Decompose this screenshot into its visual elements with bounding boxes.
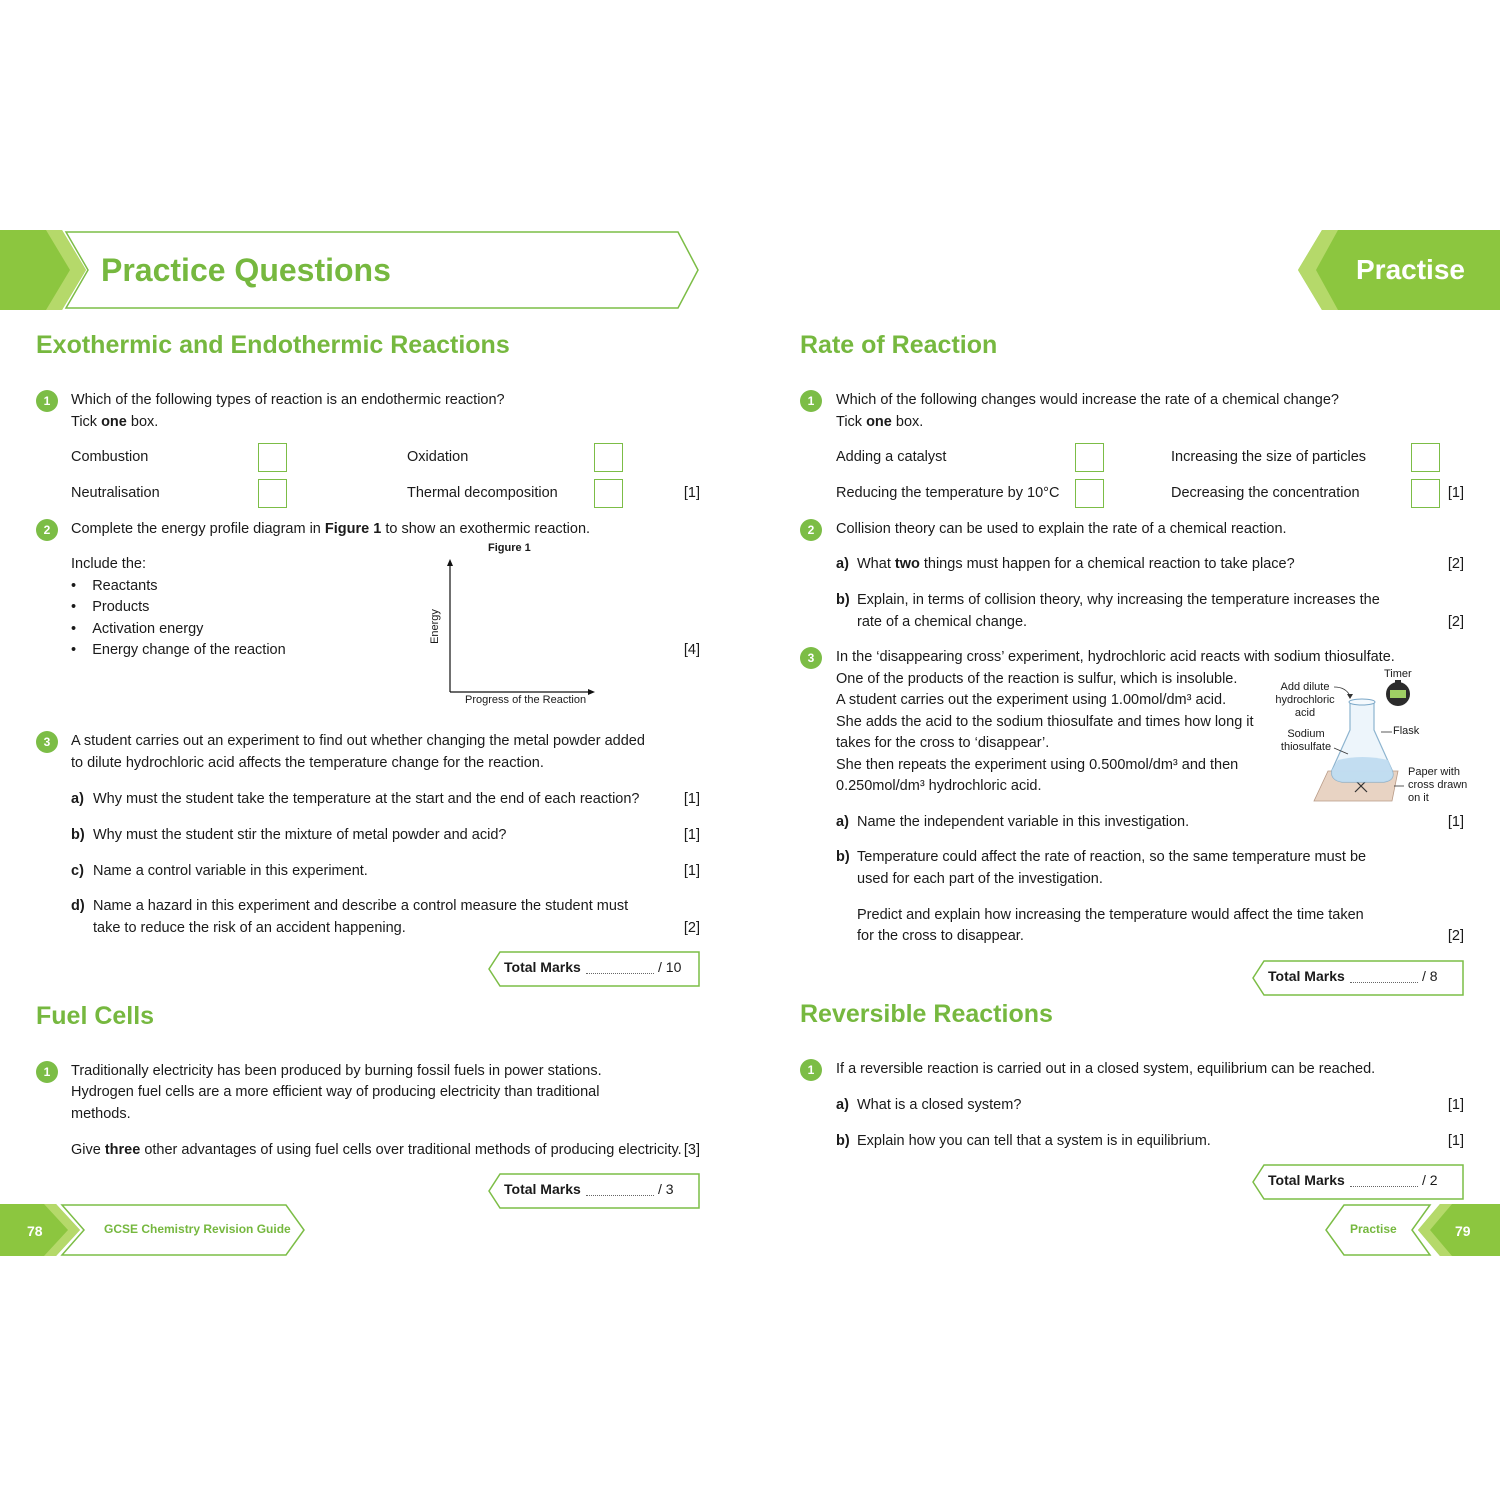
marks-label: [2] xyxy=(1447,928,1464,944)
footer-label: GCSE Chemistry Revision Guide xyxy=(104,1222,291,1236)
x-axis-label: Progress of the Reaction xyxy=(465,694,587,706)
option-label: Neutralisation xyxy=(71,485,160,501)
diagram-label-flask: Flask xyxy=(1393,725,1420,737)
marks-label: [4] xyxy=(683,642,700,658)
marks-label: [2] xyxy=(683,920,700,936)
total-marks-label: Total Marks xyxy=(1268,968,1345,984)
question-number: 1 xyxy=(800,390,822,412)
option-label: Reducing the temperature by 10°C xyxy=(836,485,1060,501)
bullet-item: • Products xyxy=(71,599,150,615)
section-title-exothermic: Exothermic and Endothermic Reactions xyxy=(36,331,510,359)
marks-entry-line[interactable] xyxy=(586,973,654,974)
total-marks-box xyxy=(1252,960,1465,996)
option-label: Decreasing the concentration xyxy=(1171,485,1360,501)
diagram-label-paper: Paper with cross drawn on it xyxy=(1408,766,1468,804)
question-text: to dilute hydrochloric acid affects the temperature change for the reaction. xyxy=(71,755,544,771)
marks-label: [3] xyxy=(683,1142,700,1158)
marks-label: [1] xyxy=(1447,1097,1464,1113)
question-text: In the ‘disappearing cross’ experiment, hydrochloric acid reacts with sodium thiosulfate. xyxy=(836,649,1395,665)
tick-box[interactable] xyxy=(1075,443,1104,472)
marks-label: [2] xyxy=(1447,556,1464,572)
bullet-item: • Activation energy xyxy=(71,621,204,637)
part-text: Predict and explain how increasing the temperature would affect the time taken xyxy=(857,907,1364,923)
tick-box[interactable] xyxy=(258,443,287,472)
question-number: 1 xyxy=(36,390,58,412)
tick-instruction: Tick one box. xyxy=(836,414,924,430)
part-text: Explain how you can tell that a system is in equilibrium. xyxy=(857,1133,1211,1149)
marks-label: [1] xyxy=(683,827,700,843)
part-text: take to reduce the risk of an accident happening. xyxy=(93,920,406,936)
tick-box[interactable] xyxy=(258,479,287,508)
marks-label: [1] xyxy=(1447,1133,1464,1149)
marks-label: [1] xyxy=(683,485,700,501)
bullet-item: • Energy change of the reaction xyxy=(71,642,286,658)
question-text: Complete the energy profile diagram in Figure 1 to show an exothermic reaction. xyxy=(71,521,591,537)
question-number: 1 xyxy=(36,1061,58,1083)
tick-instruction: Tick one box. xyxy=(71,414,159,430)
part-text: Name a hazard in this experiment and describe a control measure the student must xyxy=(93,898,629,914)
total-marks-label: Total Marks xyxy=(504,1181,581,1197)
question-text: Traditionally electricity has been produced by burning fossil fuels in power stations. xyxy=(71,1063,602,1079)
part-label: b) xyxy=(836,1133,850,1149)
tick-box[interactable] xyxy=(594,443,623,472)
option-label: Increasing the size of particles xyxy=(1171,449,1367,465)
part-text: rate of a chemical change. xyxy=(857,614,1028,630)
page-title: Practice Questions xyxy=(101,252,391,288)
part-label: b) xyxy=(836,849,850,865)
part-text: Why must the student take the temperature at the start and the end of each reaction? xyxy=(93,791,640,807)
question-number: 3 xyxy=(800,647,822,669)
section-title-reversible: Reversible Reactions xyxy=(800,1000,1053,1028)
question-text: Which of the following types of reaction is an endothermic reaction? xyxy=(71,392,505,408)
bullet-item: • Reactants xyxy=(71,578,158,594)
footer-label: Practise xyxy=(1350,1222,1397,1236)
part-text: Explain, in terms of collision theory, why increasing the temperature increases the xyxy=(857,592,1380,608)
include-label: Include the: xyxy=(71,556,146,572)
diagram-label-timer: Timer xyxy=(1384,668,1412,680)
marks-label: [1] xyxy=(683,791,700,807)
part-text: Name the independent variable in this investigation. xyxy=(857,814,1190,830)
total-marks-max: / 2 xyxy=(1422,1172,1438,1188)
question-number: 2 xyxy=(800,519,822,541)
total-marks-label: Total Marks xyxy=(504,959,581,975)
right-footer-banner xyxy=(1322,1204,1500,1258)
total-marks-label: Total Marks xyxy=(1268,1172,1345,1188)
question-text: takes for the cross to ‘disappear’. xyxy=(836,735,1050,751)
question-text: A student carries out an experiment to find out whether changing the metal powder added xyxy=(71,733,645,749)
part-text: Name a control variable in this experiment. xyxy=(93,863,368,879)
section-title-rate: Rate of Reaction xyxy=(800,331,998,359)
total-marks-max: / 8 xyxy=(1422,968,1438,984)
section-title-fuel-cells: Fuel Cells xyxy=(36,1002,155,1030)
marks-entry-line[interactable] xyxy=(586,1195,654,1196)
page-number: 79 xyxy=(1455,1223,1471,1239)
part-label: a) xyxy=(836,814,849,830)
part-text: for the cross to disappear. xyxy=(857,928,1024,944)
total-marks-box xyxy=(488,951,701,987)
total-marks-box xyxy=(488,1173,701,1209)
total-marks-box xyxy=(1252,1164,1465,1200)
part-text: Temperature could affect the rate of reaction, so the same temperature must be xyxy=(857,849,1367,865)
marks-label: [1] xyxy=(1447,814,1464,830)
part-label: a) xyxy=(836,1097,849,1113)
marks-entry-line[interactable] xyxy=(1350,1186,1418,1187)
energy-axes xyxy=(440,556,600,696)
total-marks-max: / 10 xyxy=(658,959,682,975)
marks-entry-line[interactable] xyxy=(1350,982,1418,983)
question-text: Give three other advantages of using fuel cells over traditional methods of producing electricity. xyxy=(71,1142,682,1158)
question-text: Which of the following changes would increase the rate of a chemical change? xyxy=(836,392,1339,408)
figure-title: Figure 1 xyxy=(488,542,531,554)
tick-box[interactable] xyxy=(594,479,623,508)
question-number: 1 xyxy=(800,1059,822,1081)
question-text: She adds the acid to the sodium thiosulfate and times how long it xyxy=(836,714,1254,730)
option-label: Oxidation xyxy=(407,449,469,465)
question-text: 0.250mol/dm³ hydrochloric acid. xyxy=(836,778,1042,794)
question-text: If a reversible reaction is carried out in a closed system, equilibrium can be reached. xyxy=(836,1061,1376,1077)
diagram-label-sodium: Sodium thiosulfate xyxy=(1280,728,1332,753)
diagram-label-acid: Add dilute hydrochloric acid xyxy=(1275,681,1335,719)
part-label: d) xyxy=(71,898,85,914)
part-label: a) xyxy=(71,791,84,807)
option-label: Combustion xyxy=(71,449,149,465)
page-number: 78 xyxy=(27,1223,43,1239)
part-label: c) xyxy=(71,863,84,879)
option-label: Thermal decomposition xyxy=(407,485,558,501)
part-text: used for each part of the investigation. xyxy=(857,871,1103,887)
question-text: A student carries out the experiment using 1.00mol/dm³ acid. xyxy=(836,692,1227,708)
part-label: b) xyxy=(71,827,85,843)
total-marks-max: / 3 xyxy=(658,1181,674,1197)
marks-label: [2] xyxy=(1447,614,1464,630)
question-text: One of the products of the reaction is sulfur, which is insoluble. xyxy=(836,671,1238,687)
part-text: What two things must happen for a chemical reaction to take place? xyxy=(857,556,1295,572)
part-label: b) xyxy=(836,592,850,608)
part-label: a) xyxy=(836,556,849,572)
question-text: methods. xyxy=(71,1106,131,1122)
question-number: 2 xyxy=(36,519,58,541)
option-label: Adding a catalyst xyxy=(836,449,947,465)
question-text: Collision theory can be used to explain the rate of a chemical reaction. xyxy=(836,521,1287,537)
tick-box[interactable] xyxy=(1411,443,1440,472)
part-text: Why must the student stir the mixture of metal powder and acid? xyxy=(93,827,507,843)
question-text: She then repeats the experiment using 0.500mol/dm³ and then xyxy=(836,757,1239,773)
y-axis-label: Energy xyxy=(428,609,441,644)
question-number: 3 xyxy=(36,731,58,753)
part-text: What is a closed system? xyxy=(857,1097,1022,1113)
marks-label: [1] xyxy=(683,863,700,879)
marks-label: [1] xyxy=(1447,485,1464,501)
question-text: Hydrogen fuel cells are a more efficient way of producing electricity than traditional xyxy=(71,1084,600,1100)
practise-title: Practise xyxy=(1356,254,1465,285)
tick-box[interactable] xyxy=(1075,479,1104,508)
